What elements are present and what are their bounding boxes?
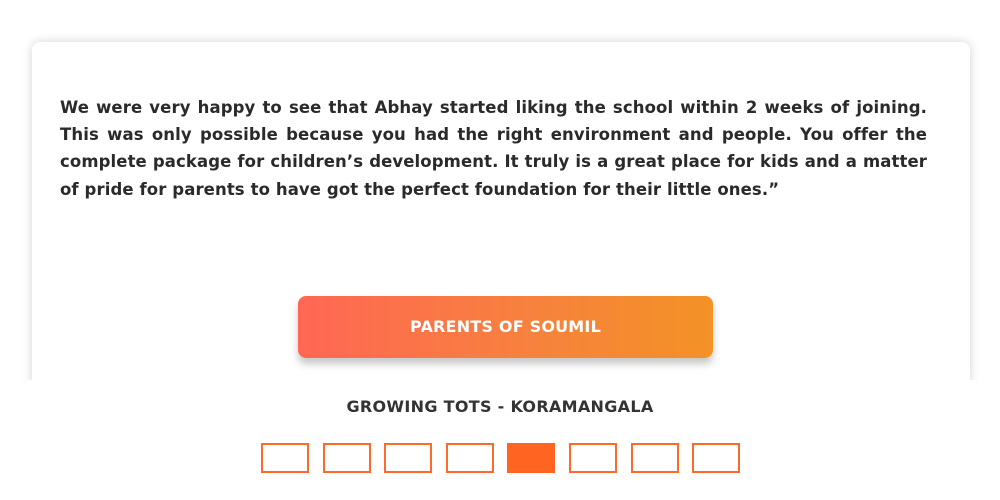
pagination-dot-7[interactable] [631, 443, 679, 473]
school-location: GROWING TOTS - KORAMANGALA [346, 397, 654, 416]
slider-pagination [261, 443, 741, 473]
pagination-dot-6[interactable] [569, 443, 617, 473]
pagination-dot-3[interactable] [384, 443, 432, 473]
pagination-dot-2[interactable] [323, 443, 371, 473]
pagination-dot-1[interactable] [261, 443, 309, 473]
pagination-dot-8[interactable] [692, 443, 740, 473]
pagination-dot-5[interactable] [507, 443, 555, 473]
author-button[interactable] [298, 296, 713, 358]
testimonial-quote: We were very happy to see that Abhay started liking the school within 2 weeks of joining. This was only possible because you had the right environment and people. You offer the complete package for children’s development. It truly is a great place for kids and a matter of pride for parents to have got the perfect foundation for their little ones.” [60, 98, 927, 199]
pagination-dot-4[interactable] [446, 443, 494, 473]
author-label: PARENTS OF SOUMIL [410, 317, 601, 336]
